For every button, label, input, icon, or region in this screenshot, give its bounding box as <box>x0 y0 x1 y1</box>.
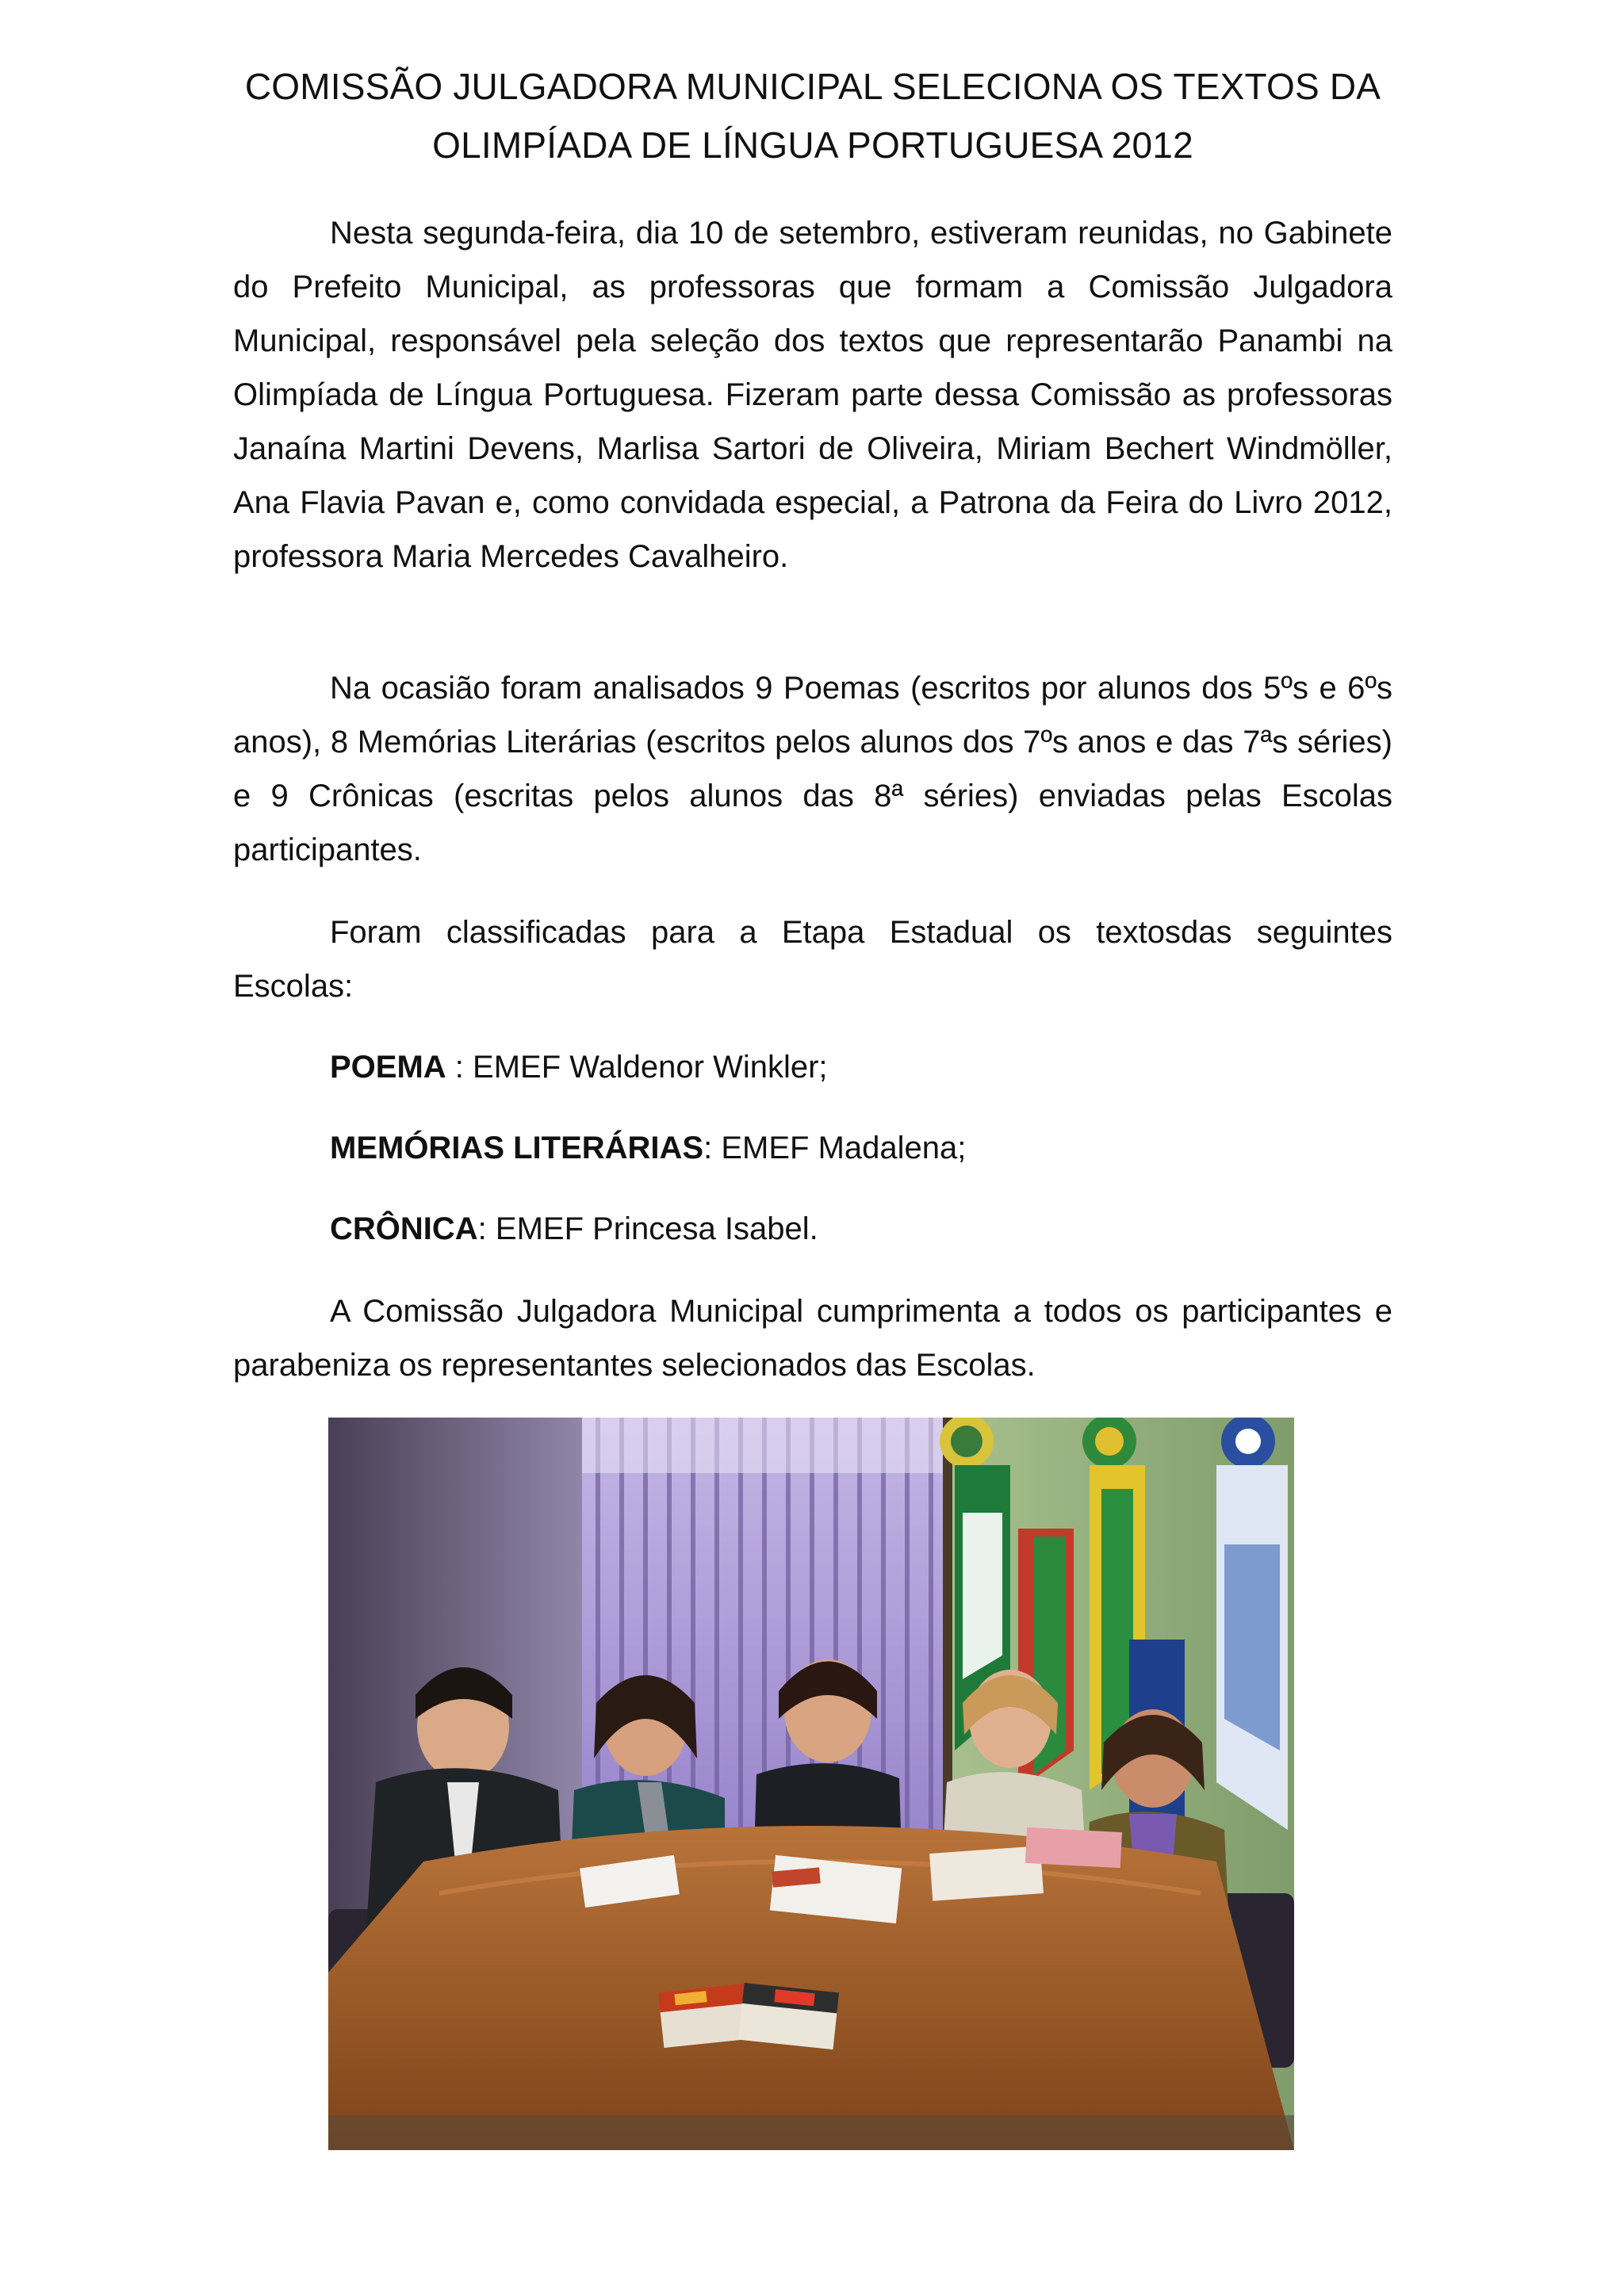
category-label: POEMA <box>330 1050 446 1085</box>
paragraph-congratulations <box>233 1284 1392 1392</box>
document-title <box>143 57 1483 174</box>
classified-cronica <box>330 1202 818 1256</box>
paragraph-text: Foram classificadas para a Etapa Estadual os textosdas seguintes Escolas: <box>233 915 1392 1004</box>
committee-photo <box>328 1418 1294 2150</box>
title-line-2: OLIMPÍADA DE LÍNGUA PORTUGUESA 2012 <box>432 124 1193 166</box>
category-label: MEMÓRIAS LITERÁRIAS <box>330 1131 704 1165</box>
classified-memorias <box>330 1121 966 1175</box>
paragraph-texts-analyzed <box>233 661 1392 877</box>
committee-photo-illustration <box>328 1418 1294 2150</box>
paragraph-text: A Comissão Julgadora Municipal cumprimenta a todos os participantes e parabeniza os representantes selecionados das Escolas. <box>233 1294 1392 1383</box>
title-line-1: COMISSÃO JULGADORA MUNICIPAL SELECIONA OS TEXTOS DA <box>244 66 1381 107</box>
paragraph-text: Nesta segunda-feira, dia 10 de setembro, estiveram reunidas, no Gabinete do Prefeito Municipal, as professoras que formam a Comissão Julgadora Municipal, responsável pela seleção dos textos que representarão Panambi na Olimpíada de Língua Portuguesa. Fizeram parte dessa Comissão as professoras Janaína Martini Devens, Marlisa Sartori de Oliveira, Miriam Bechert Windmöller, Ana Flavia Pavan e, como convidada especial, a Patrona da Feira do Livro 2012, professora Maria Mercedes Cavalheiro. <box>233 216 1392 574</box>
school-name: : EMEF Princesa Isabel. <box>477 1211 818 1246</box>
category-label: CRÔNICA <box>330 1211 478 1246</box>
paragraph-classified-intro <box>233 905 1392 1013</box>
school-name: : EMEF Madalena; <box>703 1131 967 1165</box>
classified-poema <box>330 1040 828 1094</box>
school-name: : EMEF Waldenor Winkler; <box>446 1050 828 1085</box>
paragraph-meeting <box>233 206 1392 584</box>
paragraph-text: Na ocasião foram analisados 9 Poemas (escritos por alunos dos 5ºs e 6ºs anos), 8 Memórias Literárias (escritos pelos alunos dos 7ºs anos e das 7ªs séries) e 9 Crônicas (escritas pelos alunos das 8ª séries) enviadas pelas Escolas participantes. <box>233 671 1392 867</box>
